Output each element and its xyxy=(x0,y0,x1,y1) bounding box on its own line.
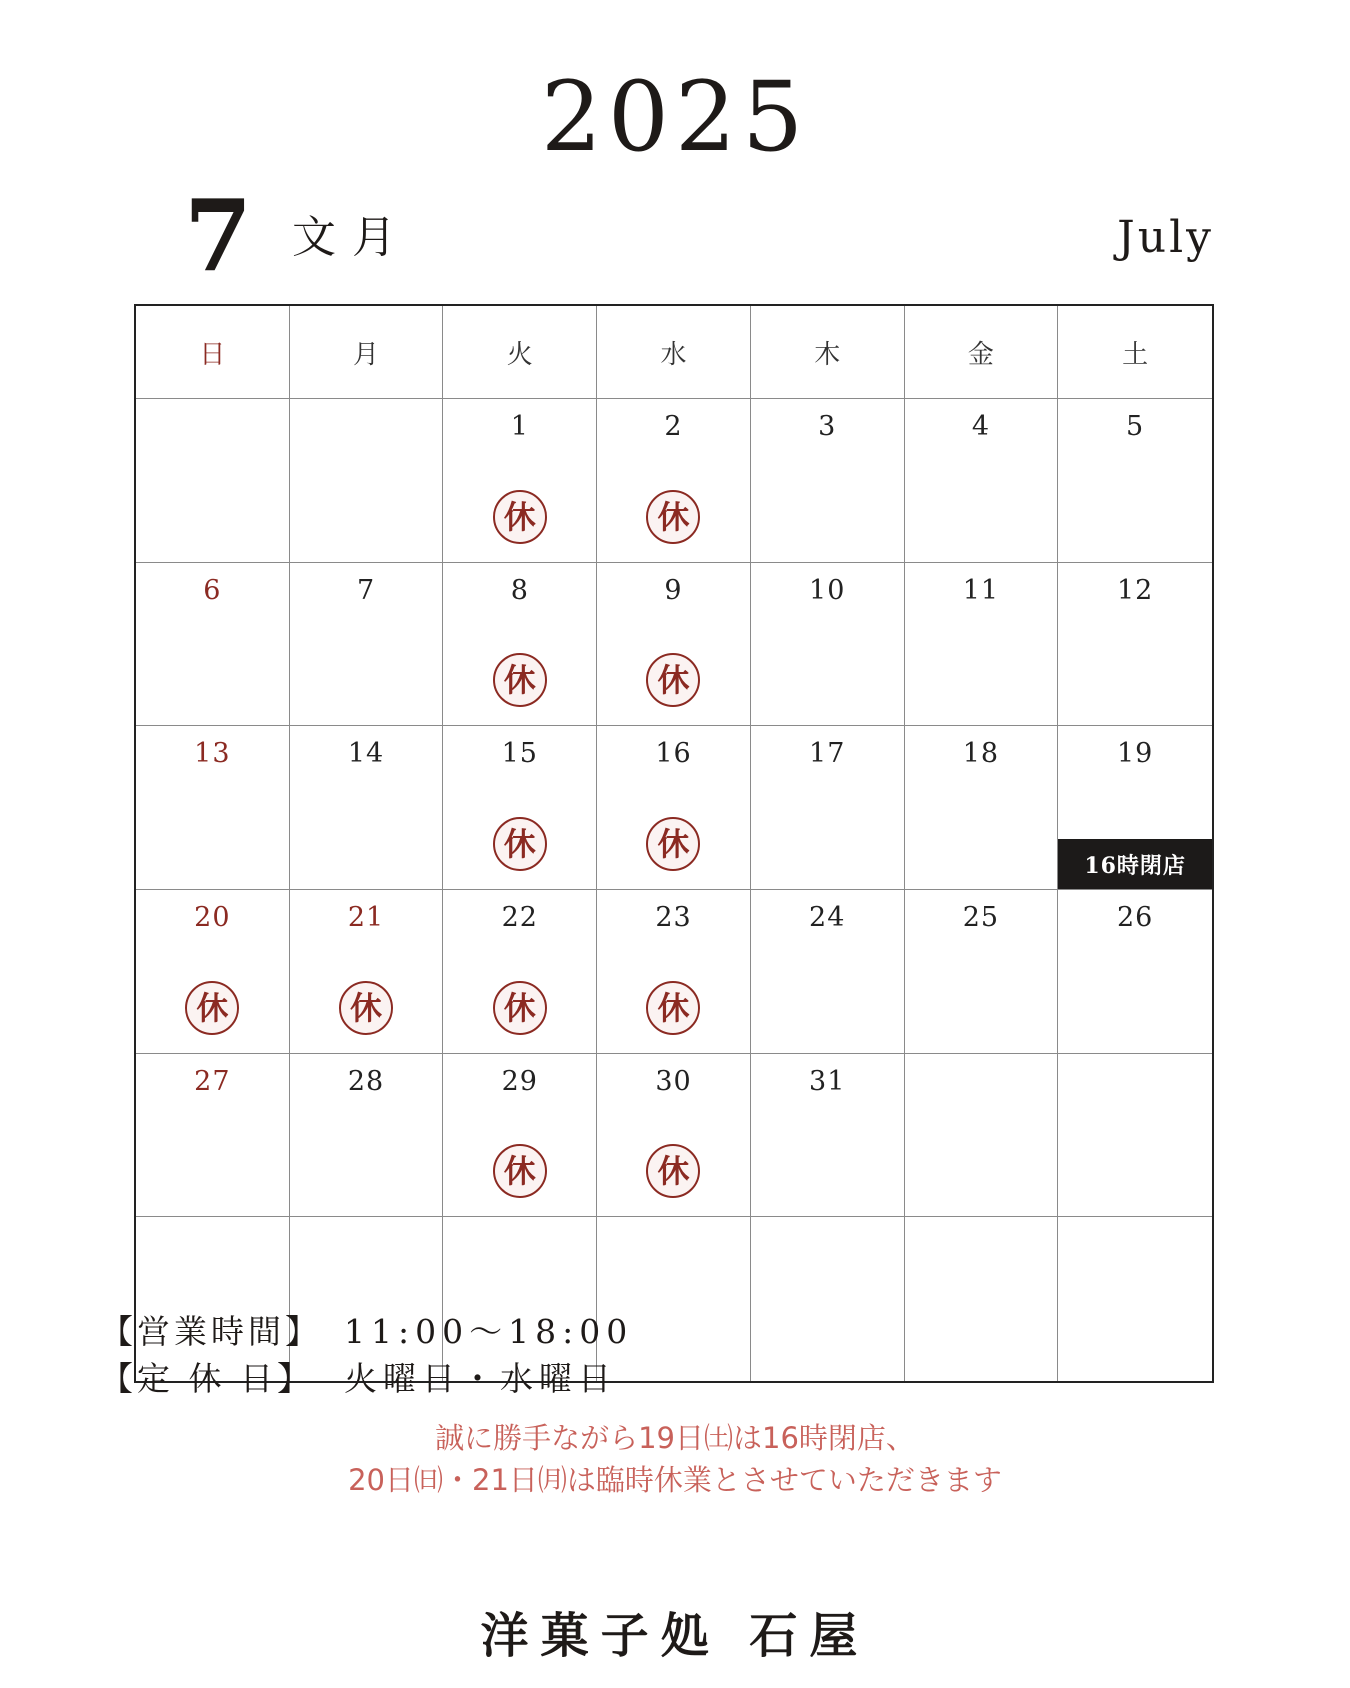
day-number: 13 xyxy=(194,738,231,770)
day-number: 29 xyxy=(501,1065,538,1097)
early-close-note: 16時閉店 xyxy=(1058,839,1212,889)
calendar xyxy=(134,304,1214,1383)
day-cell xyxy=(443,1054,597,1218)
day-number: 3 xyxy=(818,411,837,442)
day-number: 11 xyxy=(962,574,1000,606)
day-number: 19 xyxy=(1116,738,1154,770)
day-number: 18 xyxy=(962,738,1000,770)
weekday-header: 日 xyxy=(136,306,290,399)
day-number: 26 xyxy=(1116,902,1154,933)
day-cell xyxy=(751,1054,905,1218)
day-number: 17 xyxy=(809,738,846,770)
day-cell xyxy=(751,399,905,563)
day-cell xyxy=(905,726,1059,890)
notice-line-1: 誠に勝手ながら19日㈯は16時閉店、 xyxy=(435,1421,915,1455)
closed-day-mark: 休 xyxy=(493,981,547,1035)
day-number: 27 xyxy=(194,1065,231,1097)
weekday-header: 金 xyxy=(905,306,1059,399)
day-cell xyxy=(597,399,751,563)
day-cell xyxy=(1058,726,1212,890)
day-number: 9 xyxy=(664,574,683,606)
day-cell xyxy=(1058,563,1212,727)
empty-day-cell xyxy=(290,399,444,563)
day-cell xyxy=(1058,399,1212,563)
shop-name: 洋菓子処 石屋 xyxy=(480,1608,870,1664)
weekday-header: 月 xyxy=(290,306,444,399)
day-cell xyxy=(1058,890,1212,1054)
day-number: 24 xyxy=(809,902,846,933)
regular-holiday-value: 火曜日・水曜日 xyxy=(344,1359,617,1398)
day-number: 16 xyxy=(655,738,692,770)
day-number: 28 xyxy=(347,1065,385,1097)
day-cell xyxy=(443,399,597,563)
day-number: 6 xyxy=(203,574,222,606)
year-title: 2025 xyxy=(540,61,810,173)
closed-day-mark: 休 xyxy=(646,490,700,544)
month-japanese-name: 文月 xyxy=(292,212,412,263)
closed-day-mark: 休 xyxy=(646,1144,700,1198)
day-number: 8 xyxy=(510,574,529,606)
day-cell xyxy=(751,890,905,1054)
closed-day-mark: 休 xyxy=(646,653,700,707)
day-number: 30 xyxy=(655,1065,692,1097)
weekday-header: 土 xyxy=(1058,306,1212,399)
day-number: 12 xyxy=(1116,574,1154,606)
regular-holiday-label: 【定 休 日】 xyxy=(100,1359,314,1398)
empty-day-cell xyxy=(136,399,290,563)
day-number: 20 xyxy=(194,902,231,933)
empty-day-cell xyxy=(1058,1217,1212,1381)
weekday-header: 木 xyxy=(751,306,905,399)
closed-day-mark: 休 xyxy=(646,817,700,871)
empty-day-cell xyxy=(751,1217,905,1381)
closed-day-mark: 休 xyxy=(646,981,700,1035)
business-hours-value: 11:00〜18:00 xyxy=(344,1312,634,1351)
day-number: 4 xyxy=(971,411,991,442)
day-cell xyxy=(597,726,751,890)
day-cell xyxy=(290,563,444,727)
calendar-grid xyxy=(136,306,1212,1381)
closed-day-mark: 休 xyxy=(493,1144,547,1198)
empty-day-cell xyxy=(905,1054,1059,1218)
empty-day-cell xyxy=(1058,1054,1212,1218)
day-cell xyxy=(136,563,290,727)
empty-day-cell xyxy=(905,1217,1059,1381)
day-number: 5 xyxy=(1126,411,1145,442)
day-cell xyxy=(443,890,597,1054)
day-cell xyxy=(290,1054,444,1218)
day-number: 25 xyxy=(962,902,1000,933)
closed-day-mark: 休 xyxy=(493,653,547,707)
day-cell xyxy=(597,890,751,1054)
empty-day-cell xyxy=(597,1217,751,1381)
day-number: 7 xyxy=(356,574,376,606)
day-cell xyxy=(136,726,290,890)
day-cell xyxy=(443,563,597,727)
business-hours-label: 【営業時間】 xyxy=(100,1312,322,1351)
regular-holiday-row xyxy=(100,1357,617,1401)
business-hours-row xyxy=(100,1310,633,1354)
day-number: 2 xyxy=(664,411,683,442)
day-cell xyxy=(905,890,1059,1054)
day-number: 23 xyxy=(655,902,692,933)
day-number: 10 xyxy=(809,574,846,606)
month-english-name: July xyxy=(1117,212,1214,263)
day-cell xyxy=(136,1054,290,1218)
day-cell xyxy=(751,726,905,890)
day-number: 22 xyxy=(501,902,538,933)
closed-day-mark: 休 xyxy=(493,490,547,544)
day-cell xyxy=(136,890,290,1054)
day-cell xyxy=(751,563,905,727)
day-cell xyxy=(597,563,751,727)
day-cell xyxy=(905,399,1059,563)
day-cell xyxy=(290,726,444,890)
day-cell xyxy=(290,890,444,1054)
month-number: 7 xyxy=(184,179,253,294)
day-number: 15 xyxy=(501,738,538,770)
day-number: 31 xyxy=(809,1065,846,1097)
day-cell xyxy=(905,563,1059,727)
closed-day-mark: 休 xyxy=(493,817,547,871)
closed-day-mark: 休 xyxy=(339,981,393,1035)
day-number: 14 xyxy=(347,738,385,770)
notice-line-2: 20日㈰・21日㈪は臨時休業とさせていただきます xyxy=(348,1463,1002,1497)
day-cell xyxy=(443,726,597,890)
weekday-header: 火 xyxy=(443,306,597,399)
day-number: 1 xyxy=(510,411,529,442)
day-cell xyxy=(597,1054,751,1218)
day-number: 21 xyxy=(347,902,385,933)
weekday-header: 水 xyxy=(597,306,751,399)
closed-day-mark: 休 xyxy=(185,981,239,1035)
